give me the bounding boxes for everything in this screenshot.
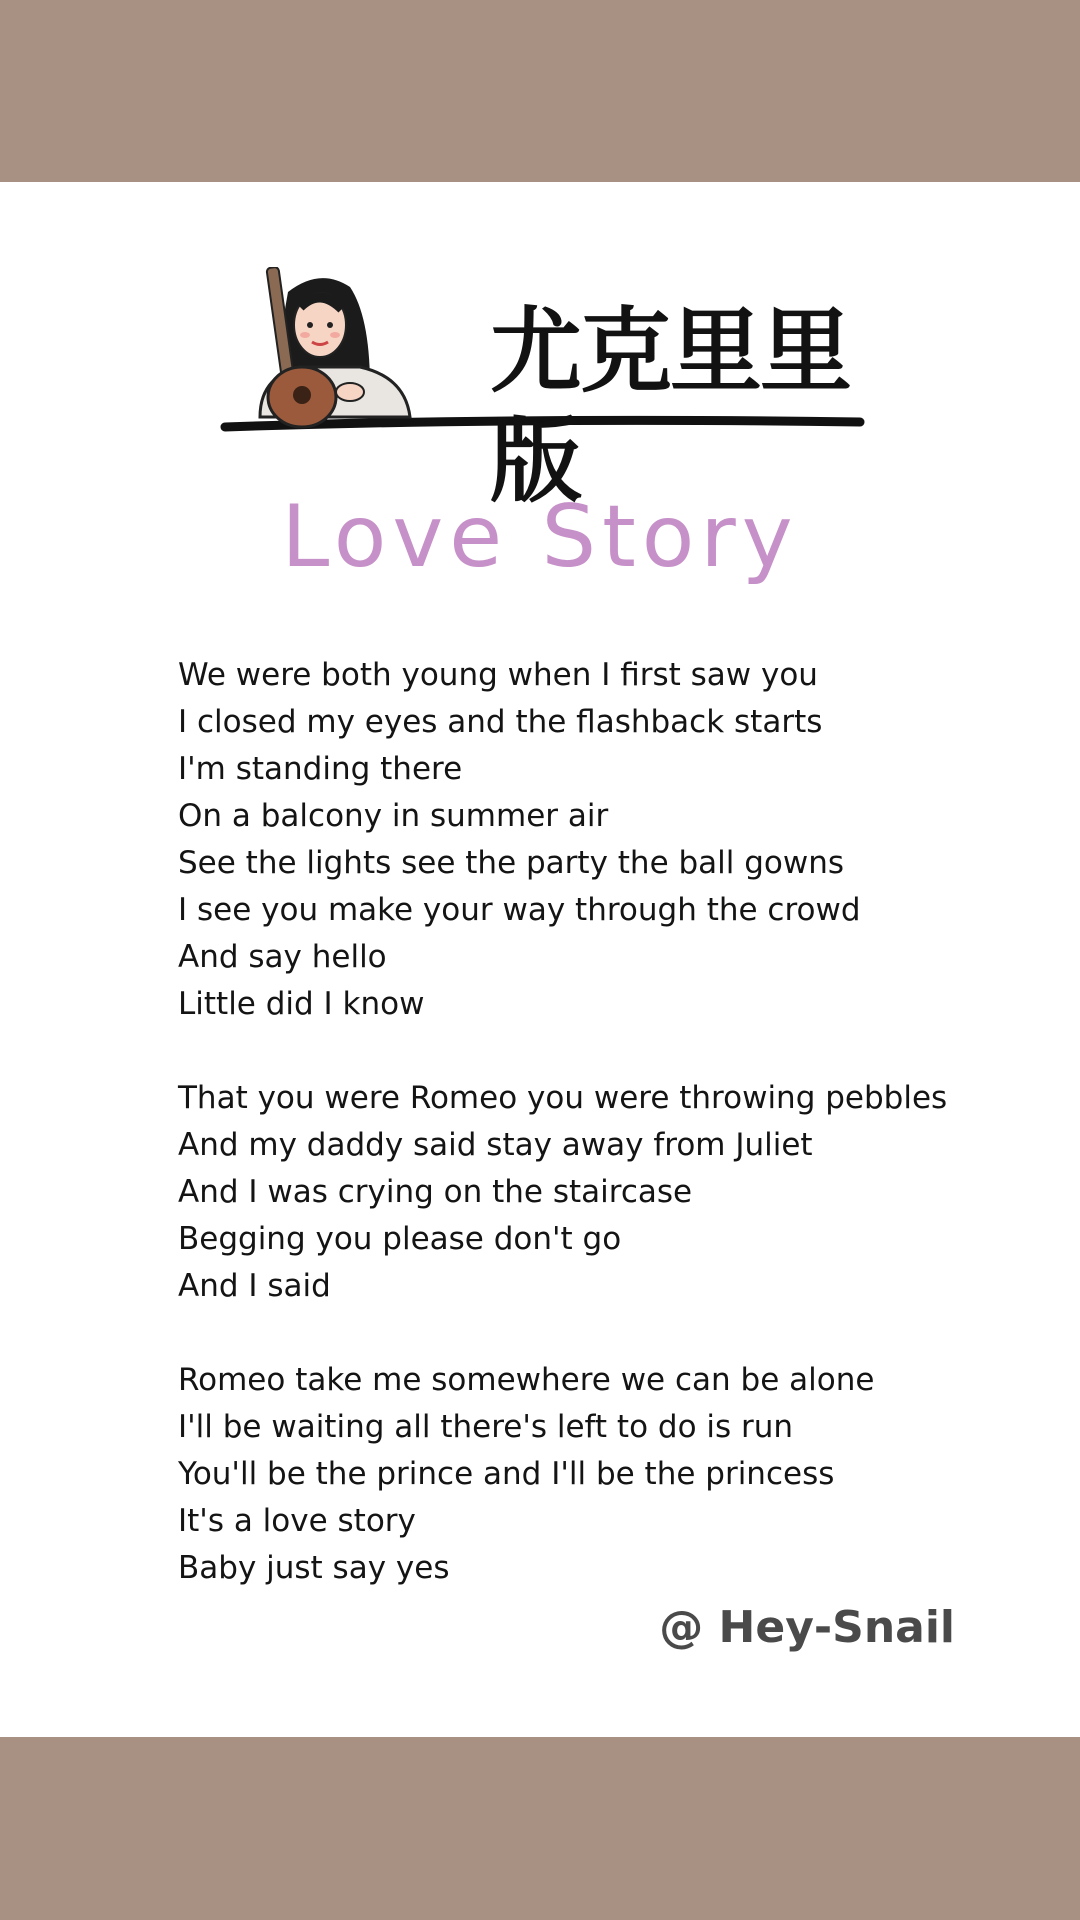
- lyrics: [178, 652, 1058, 1639]
- lyric-line: And I said: [178, 1268, 331, 1304]
- lyric-line: I'll be waiting all there's left to do is run: [178, 1409, 794, 1445]
- ukulele-version-title: 尤克里里版: [490, 298, 851, 515]
- lyric-line: Begging you please don't go: [178, 1221, 622, 1257]
- lyric-line: I closed my eyes and the flashback starts: [178, 704, 823, 740]
- lyric-line: Little did I know: [178, 986, 425, 1022]
- lyric-line: And I was crying on the staircase: [178, 1174, 693, 1210]
- header: [220, 267, 900, 515]
- stanza-2: [178, 1075, 1058, 1310]
- lyric-line: I see you make your way through the crowd: [178, 892, 861, 928]
- lyric-line: It's a love story: [178, 1503, 416, 1539]
- lyric-line: See the lights see the party the ball gowns: [178, 845, 845, 881]
- lyric-line: And say hello: [178, 939, 387, 975]
- stanza-1: [178, 652, 1058, 1028]
- lyric-line: And my daddy said stay away from Juliet: [178, 1127, 813, 1163]
- lyric-line: You'll be the prince and I'll be the princess: [178, 1456, 835, 1492]
- song-title: Love Story: [281, 487, 799, 587]
- lyric-line: Romeo take me somewhere we can be alone: [178, 1362, 875, 1398]
- lyric-line: We were both young when I first saw you: [178, 657, 818, 693]
- lyric-line: That you were Romeo you were throwing pebbles: [178, 1080, 948, 1116]
- stanza-3: [178, 1357, 1058, 1592]
- lyrics-card: [0, 182, 1080, 1737]
- lyric-line: Baby just say yes: [178, 1550, 450, 1586]
- lyric-line: I'm standing there: [178, 751, 463, 787]
- lyric-line: On a balcony in summer air: [178, 798, 609, 834]
- author-credit: @ Hey-Snail: [659, 1602, 955, 1653]
